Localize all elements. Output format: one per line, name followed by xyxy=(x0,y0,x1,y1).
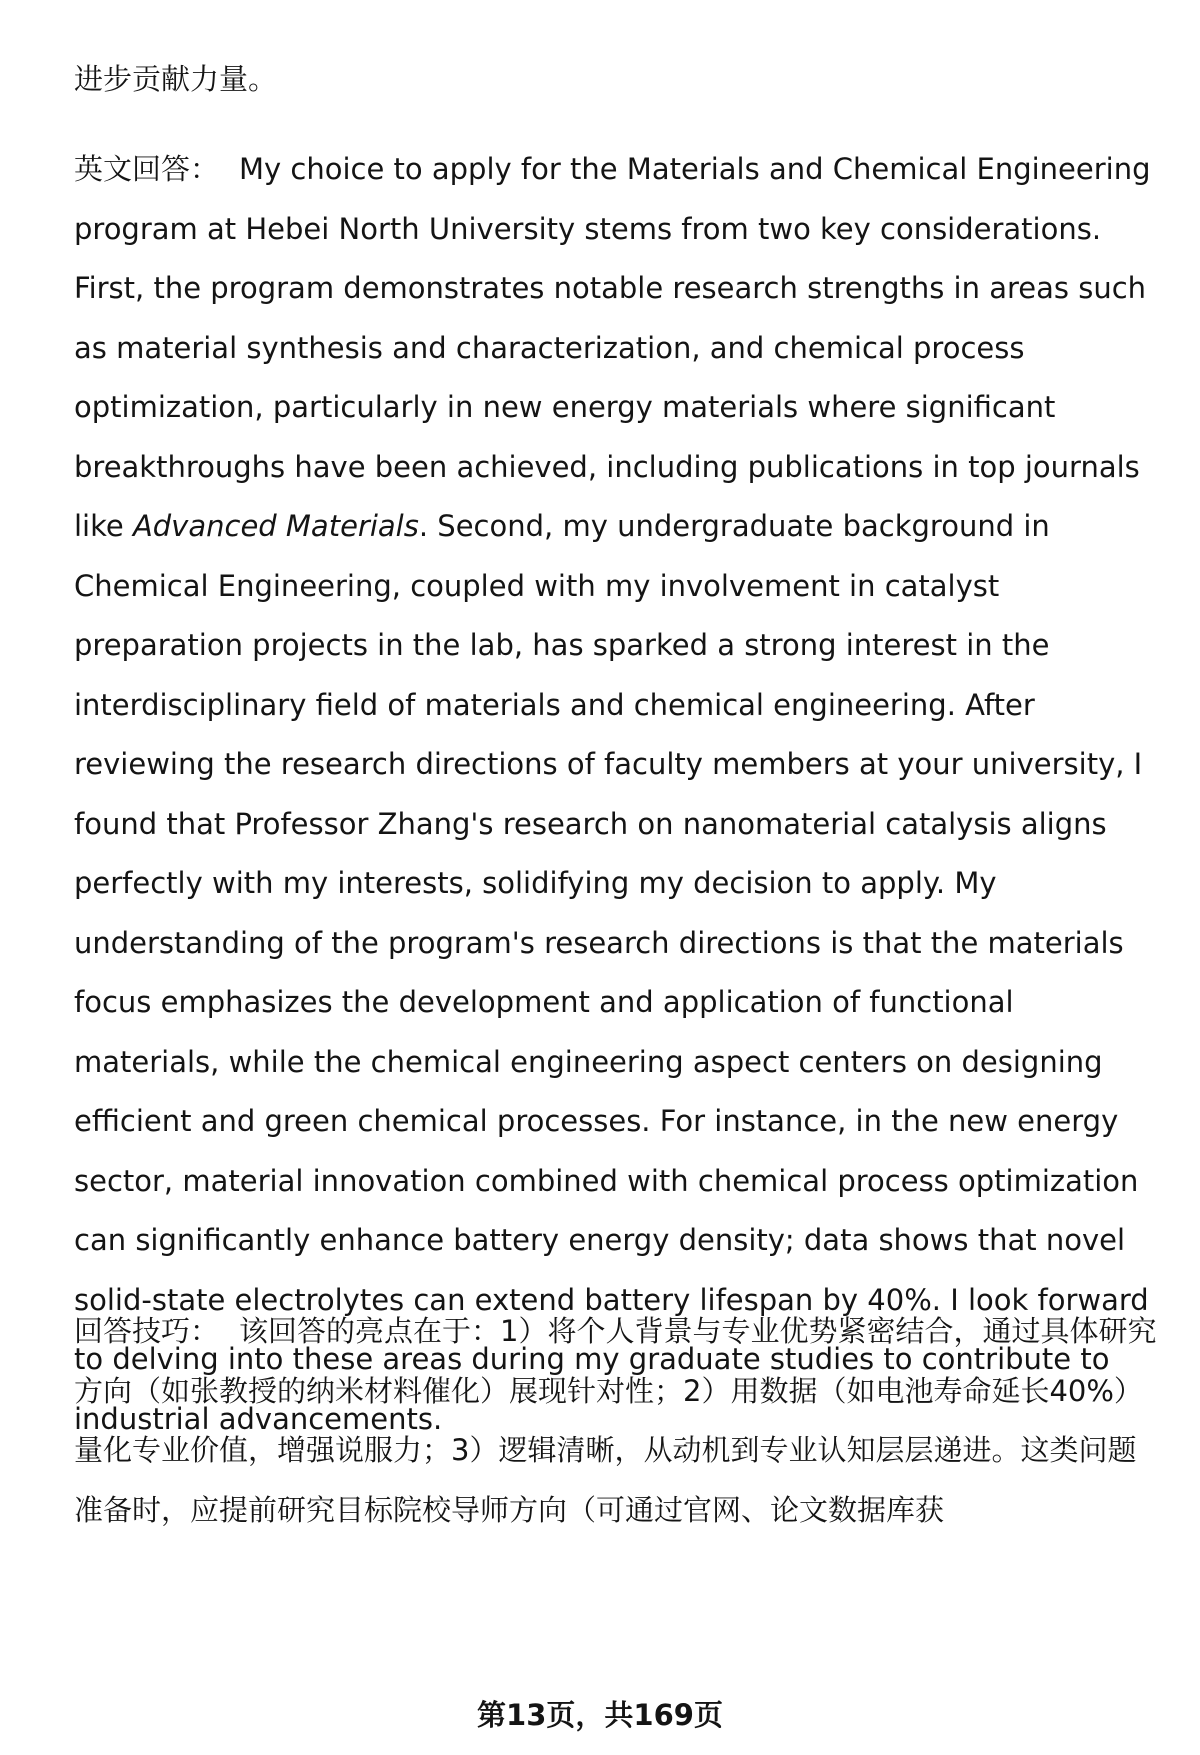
english-answer-text-1: My choice to apply for the Materials and Chemical Engineering program at Hebei North University stems from two key considerations. First, the program demonstrates notable research strengths in areas such as material synthesis and characterization, and chemical process optimization, particularly in new energy materials where significant breakthroughs have been achieved, including publications in top journals like xyxy=(74,152,1151,543)
answer-tips-label: 回答技巧： xyxy=(74,1314,220,1348)
english-answer-label: 英文回答： xyxy=(74,152,220,186)
english-answer-paragraph xyxy=(74,140,1164,1449)
page-number: 第13页，共169页 xyxy=(477,1698,723,1732)
answer-tips-text: 该回答的亮点在于：1）将个人背景与专业优势紧密结合，通过具体研究方向（如张教授的纳米材料催化）展现针对性；2）用数据（如电池寿命延长40%）量化专业价值，增强说服力；3）逻辑清晰，从动机到专业认知层层递进。这类问题准备时，应提前研究目标院校导师方向（可通过官网、论文数据库获 xyxy=(74,1314,1157,1527)
journal-name: Advanced Materials xyxy=(132,509,419,543)
paragraph-continuation: 进步贡献力量。 xyxy=(74,62,278,96)
english-answer-text-2: . Second, my undergraduate background in Chemical Engineering, coupled with my involvement in catalyst preparation projects in the lab, has sparked a strong interest in the interdisciplinary field of materials and chemical engineering. After reviewing the research directions of faculty members at your university, I found that Professor Zhang's research on nanomaterial catalysis aligns perfectly with my interests, solidifying my decision to apply. My understanding of the program's research directions is that the materials focus emphasizes the development and application of functional materials, while the chemical engineering aspect centers on designing efficient and green chemical processes. For instance, in the new energy sector, material innovation combined with chemical process optimization can significantly enhance battery energy density; data shows that novel solid-state electrolytes can extend battery lifespan by 40%. I look forward to delving into these areas during my graduate studies to contribute to industrial advancements. xyxy=(74,509,1149,1436)
answer-tips-paragraph xyxy=(74,1302,1164,1540)
